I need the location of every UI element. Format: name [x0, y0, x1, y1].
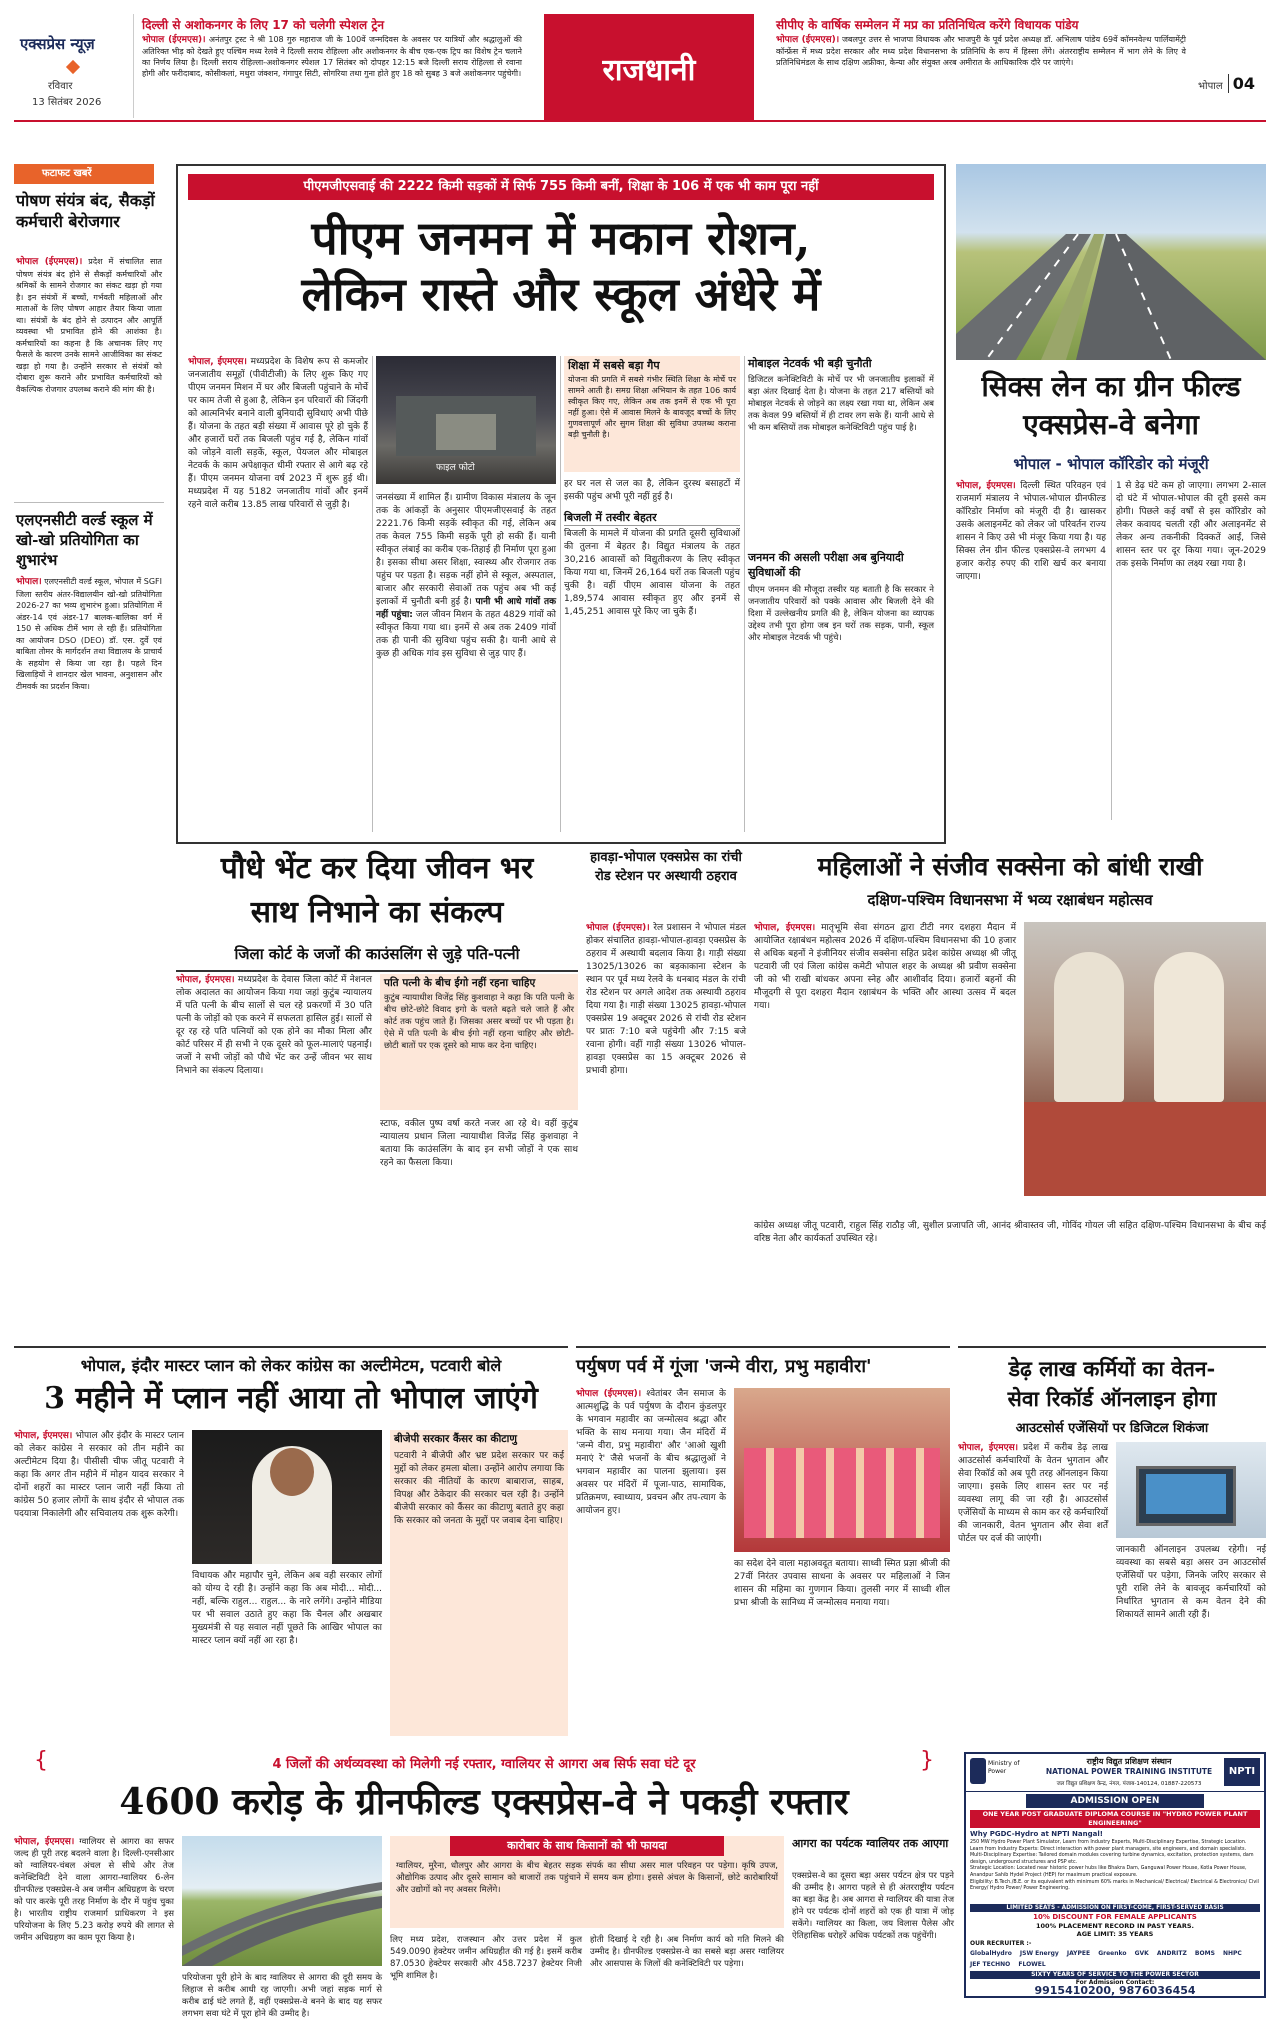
paryushan-col1-text: श्वेतांबर जैन समाज के आत्मशुद्धि के पर्व पर्युषण के दौरान कुंडलपुर के भगवान महावीर का जन्मोत्सव श्रद्धा और भक्ति के साथ मनाया गया। जैन मंदिरों में 'जन्मे वीरा, प्रभु महावीरा' और 'आओ खुशी मनाएं रे' जैसे भजनों के बीच श्रद्धालुओं ने भगवान महावीर का पालना झुलाया। इस अवसर पर मंदिरों में पूजा-पाठ, सामायिक, प्रतिक्रमण, स्वाध्याय, प्रवचन और तप-त्याग के आयोजन हुए। — [576, 1389, 726, 1516]
plant-subhead: जिला कोर्ट के जजों की काउंसलिंग से जुड़े पति-पत्नी — [176, 944, 578, 972]
top-right-headline: सीपीए के वार्षिक सम्मेलन में मप्र का प्रतिनिधित्व करेंगे विधायक पांडेय — [776, 18, 1079, 32]
fatafat-item2-headline: एलएनसीटी वर्ल्ड स्कूल में खो-खो प्रतियोगिता का शुभारंभ — [16, 511, 153, 569]
salary-story — [958, 1346, 1266, 1750]
npti-address: जल विद्युत प्रशिक्षण केन्द्र, नंगल, पंजाब-140124, 01887-220573 — [1056, 1781, 1202, 1787]
rakhi-headline: महिलाओं ने संजीव सक्सेना को बांधी राखी — [817, 852, 1203, 881]
expressway-col1-text: दिल्ली स्थित परिवहन एवं राजमार्ग मंत्रालय ने भोपाल-भोपाल ग्रीनफील्ड कॉरिडोर निर्माण को मंजूरी दी है। खासकर उसके अलाइनमेंट को लेकर जो परिवर्तन राज्य शासन ने किए उसे भी मंजूर किया गया है। यह सिक्स लेन ग्रीन फील्ड एक्सप्रेस-वे लगभग 4 हजार करोड़ रुपए की राशि खर्च कर बनाया जाएगा। — [956, 481, 1106, 582]
page-number: 04 — [1228, 74, 1255, 93]
lead-kicker-text: पीएमजीएसवाई की 2222 किमी सड़कों में सिर्फ 755 किमी बनीं, शिक्षा के 106 में एक भी काम पूरा नहीं — [303, 179, 819, 194]
banner-kicker — [14, 1748, 954, 1774]
top-right-story — [776, 16, 1196, 116]
fatafat-divider — [14, 502, 164, 503]
npti-recruiter-label: OUR RECRUITER :- — [970, 1940, 1032, 1947]
salary-col1 — [958, 1442, 1108, 1742]
banner-box-title — [450, 1836, 724, 1856]
lead-divider-2 — [560, 356, 561, 832]
rakhi-caption: कांग्रेस अध्यक्ष जीतू पटवारी, राहुल सिंह राठौड़ जी, सुशील प्रजापति जी, आनंद श्रीवास्तव जी, गोविंद गोयल जी सहित दक्षिण-पश्चिम विधानसभा के बीच कई वरिष्ठ नेता और कार्यकर्ता उपस्थित रहे। — [754, 1221, 1266, 1244]
npti-admission — [1026, 1794, 1204, 1808]
salary-subhead: आउटसोर्स एजेंसियों पर डिजिटल शिकंजा — [1015, 1421, 1209, 1436]
banner-box-title-text: कारोबार के साथ किसानों को भी फायदा — [507, 1839, 667, 1852]
npti-logo — [1224, 1758, 1260, 1786]
top-right-body — [776, 34, 1186, 116]
lead-dateline: भोपाल, ईएमएस। — [188, 357, 247, 367]
expressway-story — [956, 164, 1266, 836]
npti-recruiter-5: GVK — [1134, 1950, 1149, 1957]
rakhi-dateline: भोपाल, ईएमएस। — [754, 923, 816, 933]
congress-box-body: पटवारी ने बीजेपी और भ्रष्ट प्रदेश सरकार पर कई मुद्दों को लेकर हमला बोला। उन्होंने आरोप लगाया कि सरकार की नीतियों के कारण बाबाराज, साहब, विपक्ष और ठेकेदार की सरकार चल रही है। उन्होंने बीजेपी सरकार को कैंसर का कीटाणु बताते हुए कहा कि सरकार को जनता के मुद्दों पर जवाब देना चाहिए। — [394, 1451, 564, 1526]
npti-emblem-icon — [970, 1758, 986, 1784]
rakhi-body — [754, 922, 1016, 1212]
fatafat-item1-text: प्रदेश में संचालित सात पोषण संयंत्र बंद होने से सैकड़ों कर्मचारियों और श्रमिकों के सामने रोजगार का संकट खड़ा हो गया है। इन संयंत्रों में बच्चों, गर्भवती महिलाओं और माताओं के लिए पोषण आहार तैयार किया जाता था। संयंत्रों के बंद होने से उत्पादन और आपूर्ति व्यवस्था भी प्रभावित होने की आशंका है। कर्मचारियों का कहना है कि अचानक लिए गए फैसले के कारण उनके सामने आजीविका का संकट खड़ा हो गया है। उन्होंने सरकार से संयंत्रों को दोबारा शुरू कराने और प्रभावित कर्मचारियों को वैकल्पिक रोजगार उपलब्ध कराने की मांग की है। — [16, 257, 162, 394]
lead-box-education-title: शिक्षा में सबसे बड़ा गैप — [568, 359, 660, 372]
congress-col1-text: भोपाल और इंदौर के मास्टर प्लान को लेकर कांग्रेस ने सरकार को तीन महीने का अल्टीमेटम दिया है। पीसीसी चीफ जीतू पटवारी ने कहा कि अगर तीन महीने में मोहन यादव सरकार ने दोनों शहरों का मास्टर प्लान जारी नहीं किया तो कांग्रेस 50 हजार लोगों के साथ इंदौर से भोपाल तक पदयात्रा निकालेगी और सचिवालय तक शुरू करेगी। — [14, 1431, 184, 1519]
howrah-story — [586, 848, 746, 1344]
banner-story — [14, 1748, 954, 2019]
npti-seats: LIMITED SEATS - ADMISSION ON FIRST-COME, FIRST-SERVED BASIS — [970, 1904, 1260, 1912]
lead-col2-text: जनसंख्या में शामिल हैं। ग्रामीण विकास मंत्रालय के जून तक के आंकड़ों के अनुसार पीएमजीएसवाई के तहत 2221.76 किमी सड़कें स्वीकृत की गई, लेकिन अब तक केवल 755 किमी सड़कें पूरी हो सकी हैं। यानी स्वीकृत लंबाई का करीब एक-तिहाई ही निर्माण पूरा हुआ है। इसका सीधा असर शिक्षा, स्वास्थ्य और रोजगार तक पहुंच पर पड़ता है। सड़क नहीं होने से स्कूल, अस्पताल, बाजार और सरकारी सेवाओं तक पहुंच अब भी कई इलाकों में चुनौती बनी हुई है। — [376, 493, 556, 607]
howrah-headline: हावड़ा-भोपाल एक्सप्रेस का रांची रोड स्टेशन पर अस्थायी ठहराव — [590, 850, 742, 884]
top-left-story — [142, 16, 522, 116]
plant-dateline: भोपाल, ईएमएस। — [176, 975, 235, 985]
fatafat-item2-text: एलएनसीटी वर्ल्ड स्कूल, भोपाल में SGFI जिला स्तरीय अंतर-विद्यालयीन खो-खो प्रतियोगिता 2026-27 का भव्य शुभारंभ हुआ। प्रतियोगिता में अंडर-14 एवं अंडर-17 बालक-बालिका वर्ग में 150 से अधिक टीमें भाग ले रही हैं। प्रतियोगिता का आयोजन DSO (DEO) डॉ. एस. दुर्वे एवं बाबिता तोमर के मार्गदर्शन तथा विद्यालय के प्राचार्य के सहयोग से किया जा रहा है। पहले दिन खिलाड़ियों ने शानदार खेल भावना, अनुशासन और टीमवर्क का प्रदर्शन किया। — [16, 577, 162, 691]
paryushan-headline: पर्युषण पर्व में गूंजा 'जन्मे वीरा, प्रभु महावीरा' — [576, 1356, 872, 1377]
npti-point-5: Eligibility: B.Tech./B.E. or its equivalent with minimum 60% marks in Mechanical/ Electrical/ Electrical & Electronics/ Civil Energy/ Hydro Power/ Power Engineering. — [970, 1879, 1259, 1892]
npti-point-2: Learn from Industry Experts: Direct interaction with power plant managers, site engineers, and domain specialists. — [970, 1846, 1247, 1852]
npti-recruiter-6: ANDRITZ — [1156, 1950, 1187, 1957]
congress-col2: विधायक और महापौर चुने, लेकिन अब वही सरकार लोगों को योग्य दे रही है। उन्होंने कहा कि अब मोदी... मोदी... नहीं, बल्कि राहुल... राहुल... के नारे लगेंगे। उन्होंने मीडिया पर भी सवाल उठाते हुए कहा कि चैनल और अखबार मुख्यमंत्री से यह सवाल नहीं पूछते कि आखिर भोपाल का मास्टर प्लान क्यों नहीं आ रहा है। — [192, 1571, 382, 1646]
congress-photo-face — [270, 1448, 314, 1496]
banner-col4: होती दिखाई दे रही है। अब निर्माण कार्य को गति मिलने की उम्मीद है। ग्रीनफील्ड एक्सप्रेस-वे का सबसे बड़ा असर ग्वालियर और आसपास के जिलों की कनेक्टिविटी पर पड़ेगा। — [590, 1935, 784, 1969]
lead-col3-top: हर घर नल से जल का है, लेकिन दुरस्थ बसाहटों में इसकी पहुंच अभी पूरी नहीं हुई है। — [564, 479, 740, 502]
salary-col1-text: प्रदेश में करीब डेढ़ लाख आउटसोर्स कर्मचारियों के वेतन भुगतान और सेवा रिकॉर्ड को अब पूरी तरह ऑनलाइन किया जाएगा। इसके लिए शासन स्तर पर नई व्यवस्था लागू की जा रही है। आउटसोर्स एजेंसियों के माध्यम से काम कर रहे कर्मचारियों की जानकारी, वेतन भुगतान और सेवा शर्तें पोर्टल पर दर्ज की जाएंगी। — [958, 1443, 1108, 1544]
npti-recruiter-1: GlobalHydro — [970, 1950, 1012, 1957]
lead-story — [176, 164, 946, 844]
lead-box-electricity-body: बिजली के मामले में योजना की प्रगति दूसरी सुविधाओं की तुलना में बेहतर है। विद्युत मंत्रालय के तहत 30,216 आवासों को विद्युतीकरण के लिए स्वीकृत किया गया था, जिनमें 26,164 घरों तक बिजली पहुंच चुकी है। वहीं पीएम आवास योजना के तहत 1,89,574 आवास स्वीकृत हुए और इनमें से 1,45,251 आवास पूरे किए जा चुके हैं। — [564, 529, 740, 617]
lead-photo-caption: फाइल फोटो — [436, 463, 475, 473]
paryushan-dateline: भोपाल (ईएमएस)। — [576, 1389, 642, 1399]
masthead — [14, 14, 1266, 122]
expressway-headline-1: सिक्स लेन का ग्रीन फील्ड — [981, 370, 1241, 403]
npti-recruiter-3: JAYPEE — [1066, 1950, 1091, 1957]
lead-box-electricity-title: बिजली में तस्वीर बेहतर — [564, 510, 740, 526]
lead-divider-3 — [744, 356, 745, 832]
lead-headline-2: लेकिन रास्ते और स्कूल अंधेरे में — [301, 267, 821, 321]
npti-logo-text: NPTI — [1228, 1766, 1256, 1777]
section-title: राजधानी — [602, 53, 696, 88]
plant-headline-2: साथ निभाने का संकल्प — [250, 895, 504, 930]
banner-kicker-text: 4 जिलों की अर्थव्यवस्था को मिलेगी नई रफ्तार, ग्वालियर से आगरा अब सिर्फ सवा घंटे दूर — [272, 1757, 696, 1772]
banner-photo-road — [182, 1836, 382, 1966]
lead-kicker — [188, 174, 934, 200]
fatafat-item1-dateline: भोपाल (ईएमएस)। — [16, 257, 83, 267]
banner-box — [390, 1836, 784, 1928]
paryushan-photo — [734, 1388, 950, 1552]
expressway-photo — [956, 164, 1266, 360]
congress-dateline: भोपाल, ईएमएस। — [14, 1431, 73, 1441]
npti-ministry: Ministry of Power — [988, 1760, 1020, 1775]
banner-box-body: ग्वालियर, मुरैना, धौलपुर और आगरा के बीच बेहतर सड़क संपर्क का सीधा असर माल परिवहन पर पड़ेगा। कृषि उपज, औद्योगिक उत्पाद और दूसरे सामान को बाजारों तक पहुंचाने में समय कम होगा। इससे अंचल के किसानों, छोटे कारोबारियों और उद्योगों को नए अवसर मिलेंगे। — [396, 1861, 778, 1895]
salary-headline-2: सेवा रिकॉर्ड ऑनलाइन होगा — [1007, 1386, 1217, 1411]
npti-course: ONE YEAR POST GRADUATE DIPLOMA COURSE IN "HYDRO POWER PLANT ENGINEERING" — [970, 1810, 1260, 1828]
lead-col2 — [376, 492, 556, 832]
banner-col1-text: ग्वालियर से आगरा का सफर जल्द ही पूरी तरह बदलने वाला है। दिल्ली-एनसीआर को ग्वालियर-चंबल अंचल से सीधे और तेज कनेक्टिविटी देने वाला आगरा-ग्वालियर 6-लेन ग्रीनफील्ड एक्सप्रेस-वे अब जमीन अधिग्रहण के चरण को पार करके पूरी तरह निर्माण के दौर में पहुंच चुका है। भारतीय राष्ट्रीय राजमार्ग प्राधिकरण ने इस परियोजना के लिए 5.23 करोड़ रुपये की लागत से जमीन अधिग्रहण का काम पूरा किया है। — [14, 1837, 175, 1943]
npti-discount: 10% DISCOUNT FOR FEMALE APPLICANTS — [1033, 1913, 1197, 1921]
lead-box-education — [564, 356, 740, 472]
salary-photo-screen — [1146, 1474, 1226, 1514]
fatafat-item2-body — [16, 576, 162, 898]
lead-box-mobile-title: मोबाइल नेटवर्क भी बड़ी चुनौती — [748, 357, 872, 370]
congress-headline-top: भोपाल, इंदौर मास्टर प्लान को लेकर कांग्रेस का अल्टीमेटम, पटवारी बोले — [80, 1356, 502, 1375]
salary-headline-1: डेढ़ लाख कर्मियों का वेतन- — [1008, 1356, 1216, 1381]
npti-recruiter-4: Greenko — [1098, 1950, 1127, 1957]
plant-box-title: पति पत्नी के बीच ईगो नहीं रहना चाहिए — [384, 977, 536, 989]
paryushan-photo-women — [744, 1448, 940, 1538]
npti-phones[interactable]: 9915410200, 9876036454 — [1034, 1984, 1196, 1997]
expressway-photo-road — [956, 164, 1266, 360]
fatafat-item2-dateline: भोपाल। — [16, 577, 42, 587]
fatafat-label — [14, 164, 154, 184]
page-city: भोपाल — [1198, 81, 1223, 92]
lead-col2-text-b: जल जीवन मिशन के तहत 4829 गांवों को स्वीकृत किया गया था। इनमें से अब तक 2409 गांवों तक ही पानी की सुविधा पहुंच सकी है। यानी आधे से कुछ ही अधिक गांव इस सुविधा से जुड़ पाए हैं। — [376, 610, 556, 659]
top-left-body — [142, 34, 522, 116]
npti-ad[interactable] — [964, 1752, 1266, 1998]
banner-headline: 4600 करोड़ के ग्रीनफील्ड एक्सप्रेस-वे ने पकड़ी रफ्तार — [119, 1781, 849, 1823]
date-label: 13 सितंबर 2026 — [32, 97, 102, 108]
npti-recruiter-10: FLOWEL — [1018, 1961, 1046, 1968]
lead-divider-1 — [372, 356, 373, 832]
top-left-dateline: भोपाल (ईएमएस)। — [142, 35, 206, 45]
banner-photo — [182, 1836, 382, 1966]
plant-box-body: कुटुंब न्यायाधीश विजेंद्र सिंह कुशवाहा ने कहा कि पति पत्नी के बीच छोटे-छोटे विवाद इगो के चलते बढ़ते चले जाते हैं और कोर्ट तक पहुंच जाते हैं। जिसका असर बच्चों पर भी पड़ता है। ऐसे में पति पत्नी के बीच ईगो नहीं रहना चाहिए और छोटी-छोटी बातों पर एक दूसरे को माफ कर देना चाहिए। — [384, 993, 574, 1051]
brand-ornament-icon — [66, 60, 80, 74]
npti-ad-header — [966, 1754, 1264, 1792]
expressway-col1 — [956, 480, 1106, 836]
npti-org-en: NATIONAL POWER TRAINING INSTITUTE — [1045, 1767, 1213, 1776]
npti-why: Why PGDC-Hydro at NPTI Nangal! — [970, 1830, 1103, 1838]
banner-col3: लिए मध्य प्रदेश, राजस्थान और उत्तर प्रदेश में कुल 549.0090 हेक्टेयर जमीन अधिग्रहीत की गई है। इसमें करीब 87.0530 हेक्टेयर सरकारी और 458.7237 हेक्टेयर निजी भूमि शामिल है। — [390, 1935, 582, 1981]
banner-col1 — [14, 1836, 174, 1996]
page-locator — [1198, 74, 1266, 100]
expressway-col2: 1 से डेढ़ घंटे कम हो जाएगा। लगभग 2-साल दो घंटे में भोपाल-भोपाल की दूरी इससे कम होगी। पिछले कई वर्षों से इस कॉरिडोर को लेकर कवायद चलती रही और अलाइनमेंट से लेकर अन्य तकनीकी दिक्कतें आईं, जिसे शासन स्तर पर दूर किया गया। जून-2029 तक इसके निर्माण का लक्ष्य रखा गया है। — [1116, 481, 1266, 569]
npti-contact-label: For Admission Contact: — [1075, 1979, 1155, 1986]
congress-col1 — [14, 1430, 184, 1750]
rakhi-photo — [1024, 922, 1266, 1196]
expressway-divider — [1111, 480, 1112, 820]
npti-recruiter-2: JSW Energy — [1019, 1950, 1059, 1957]
salary-photo — [1116, 1442, 1266, 1538]
plant-col1 — [176, 974, 372, 1344]
fatafat-label-text: फटाफट खबरें — [42, 168, 92, 179]
lead-photo-wall — [436, 414, 496, 450]
npti-age: AGE LIMIT: 35 YEARS — [1076, 1930, 1154, 1938]
paryushan-col1 — [576, 1388, 726, 1748]
lead-col1-text: मध्यप्रदेश के विशेष रूप से कमजोर जनजातीय समूहों (पीवीटीजी) के लिए शुरू किए गए पीएम जनमन मिशन में घर और बिजली पहुंचाने के मोर्चे पर काम तेजी से हुआ है, लेकिन इन परिवारों की जिंदगी को आत्मनिर्भर बनाने वाली बुनियादी सुविधाएं अभी पीछे हैं। योजना के तहत बड़ी संख्या में आवास पूरे हो चुके हैं और हजारों घरों तक बिजली पहुंच गई है, लेकिन गांवों को जोड़ने वाली सड़कें, स्कूल, पेयजल और मोबाइल नेटवर्क के काम अपेक्षाकृत धीमी रफ्तार से आगे बढ़ रहे हैं। पीएम जनमन योजना वर्ष 2023 में शुरू हुई थी। मध्यप्रदेश में यह 5182 जनजातीय गांवों और इनमें रहने वाले करीब 13.85 लाख परिवारों से जुड़ी है। — [188, 357, 368, 510]
expressway-subhead: भोपाल - भोपाल कॉरिडोर को मंजूरी — [1013, 455, 1209, 473]
npti-org-hi: राष्ट्रीय विद्युत प्रशिक्षण संस्थान — [1086, 1757, 1172, 1766]
npti-point-4: Strategic Location: Located near historic power hubs like Bhakra Dam, Ganguwal Power House, Kotla Power House, Anandpur Sahib Hydel Project (HEP) for maximum practical exposure. — [970, 1866, 1247, 1878]
plant-col2: स्टाफ, वकील पुष्प वर्षा करते नजर आ रहे थे। वहीं कुटुंब न्यायालय प्रधान जिला न्यायाधीश विजेंद्र सिंह कुशवाहा ने बताया कि काउंसलिंग के बाद इन सभी जोड़ों ने एक साथ रहने का फैसला किया। — [380, 1119, 578, 1168]
congress-headline-main: 3 महीने में प्लान नहीं आया तो भोपाल जाएंगे — [44, 1381, 538, 1416]
top-left-headline: दिल्ली से अशोकनगर के लिए 17 को चलेगी स्पेशल ट्रेन — [142, 18, 385, 32]
banner-dateline: भोपाल, ईएमएस। — [14, 1837, 75, 1847]
howrah-text: रेल प्रशासन ने भोपाल मंडल होकर संचालित हावड़ा-भोपाल-हावड़ा एक्सप्रेस के ठहराव में अस्थायी बदलाव किया है। गाड़ी संख्या 13025/13026 का बड़काकाना स्टेशन के स्थान पर पूर्व मध्य रेलवे के धनबाद मंडल के रांची रोड स्टेशन पर अगले आदेश तक अस्थायी ठहराव दिया गया है। गाड़ी संख्या 13025 हावड़ा-भोपाल एक्सप्रेस 19 अक्टूबर 2026 से रांची रोड स्टेशन पर प्रातः 7:10 बजे पहुंचेगी और 7:15 बजे रवाना होगी। वहीं गाड़ी संख्या 13026 भोपाल-हावड़ा एक्सप्रेस का 15 अक्टूबर 2026 से प्रभावी होगा। — [586, 923, 746, 1076]
npti-motto: SIXTY YEARS OF SERVICE TO THE POWER SECTOR — [970, 1971, 1260, 1979]
npti-recruiter-7: BOMS — [1194, 1950, 1215, 1957]
top-right-text: जबलपुर उत्तर से भाजपा विधायक और भाजपुरी के पूर्व प्रदेश अध्यक्ष डॉ. अभिलाष पांडेय 69वें कॉमनवेल्थ पार्लियामेंट्री कॉन्फ्रेंस में मध्य प्रदेश सरकार और मध्य प्रदेश विधानसभा के प्रतिनिधि के रूप में हिस्सा लेंगे। अंतरराष्ट्रीय सम्मेलन में भाग लेने के लिए वे प्रतिनिधिमंडल के साथ दक्षिण अफ्रीका, केन्या और संयुक्त अरब अमीरात के आधिकारिक दौरे पर जाएंगे। — [776, 35, 1186, 67]
rakhi-story — [754, 848, 1266, 1344]
npti-point-1: 250 MW Hydro Power Plant Simulator, Learn from Industry Experts, Multi-Disciplinary Expertise, Strategic Location. — [970, 1840, 1247, 1845]
rakhi-subhead: दक्षिण-पश्चिम विधानसभा में भव्य रक्षाबंधन महोत्सव — [867, 891, 1153, 909]
npti-placement: 100% PLACEMENT RECORD IN PAST YEARS. — [1036, 1922, 1194, 1930]
plant-story — [176, 848, 578, 1344]
rakhi-photo-crowd — [1024, 1102, 1266, 1196]
plant-headline-1: पौधे भेंट कर दिया जीवन भर — [220, 851, 534, 886]
plant-box — [380, 974, 578, 1110]
lead-col1 — [188, 356, 368, 832]
fatafat-item1-headline: पोषण संयंत्र बंद, सैकड़ों कर्मचारी बेरोजगार — [16, 191, 155, 231]
howrah-body — [586, 922, 746, 1342]
lead-photo — [376, 356, 556, 484]
lead-box-janman-body: पीएम जनमन की मौजूदा तस्वीर यह बताती है कि सरकार ने जनजातीय परिवारों को पक्के आवास और बिजली देने की दिशा में उल्लेखनीय प्रगति की है, लेकिन योजना का व्यापक उद्देश्य तभी पूरा होगा जब इन घरों तक सड़क, पानी, स्कूल और मोबाइल नेटवर्क भी पहुंचे। — [748, 585, 934, 643]
expressway-headline-2: एक्सप्रेस-वे बनेगा — [1023, 408, 1199, 441]
banner-bracket-right: } — [920, 1748, 934, 1773]
lead-box-janman-title: जनमन की असली परीक्षा अब बुनियादी सुविधाओं की — [748, 551, 904, 579]
banner-bracket-left: { — [34, 1748, 48, 1773]
npti-admission-text: ADMISSION OPEN — [1070, 1796, 1160, 1806]
rakhi-photo-person2 — [1154, 952, 1224, 1102]
brand-block — [14, 14, 134, 118]
top-left-text: अनंतपुर ट्रस्ट ने श्री 108 गुरु महाराज जी के 100वें जन्मदिवस के अवसर पर यात्रियों और श्रद्धालुओं की अतिरिक्त भीड़ को देखते हुए पश्चिम मध्य रेलवे ने दिल्ली सराय रोहिल्ला और अशोकनगर के बीच एक-एक ट्रिप का विशेष ट्रेन चलाने का निर्णय लिया है। दिल्ली सराय रोहिल्ला-अशोकनगर स्पेशल 17 सितंबर को दोपहर 12:15 बजे दिल्ली सराय रोहिल्ला से रवाना होगी और फरीदाबाद, कोसीकलां, मथुरा जंक्शन, गंगापुर सिटी, सोगरिया तथा गुना होते हुए 18 को सुबह 3 बजे अशोकनगर पहुंचेगी। — [142, 35, 522, 78]
banner-tourism-title: आगरा का पर्यटक ग्वालियर तक आएगा — [792, 1837, 949, 1850]
paryushan-col2: का सदेश देने वाला महाअवदूत बताया। साध्वी स्मित प्रज्ञा श्रीजी की 27वीं निरंतर उपवास साधना के अवसर पर महिलाओं ने जिन शासन की महिमा का गुणगान किया। तुलसी नगर में साध्वी शील प्रभा श्रीजी के सानिध्य में जन्मोत्सव मनाया गया। — [734, 1559, 950, 1608]
paryushan-story — [576, 1346, 950, 1750]
congress-box-title: बीजेपी सरकार कैंसर का कीटाणु — [394, 1433, 517, 1445]
top-right-dateline: भोपाल (ईएमएस)। — [776, 35, 840, 45]
section-title-box — [544, 14, 754, 120]
banner-col2: परियोजना पूरी होने के बाद ग्वालियर से आगरा की दूरी समय के लिहाज से करीब आधी रह जाएगी। अभी जहां सड़क मार्ग से करीब ढाई घंटे लगते हैं, वहीं एक्सप्रेस-वे बनने के बाद यह सफर लगभग सवा घंटे में पूरा होने की उम्मीद है। — [182, 1973, 382, 2019]
npti-recruiters — [970, 1948, 1260, 1970]
npti-point-3: Multi-Disciplinary Expertise: Tailored domain modules covering turbine dynamics, excitation, protection systems, dam design, underground structures and PSP etc. — [970, 1853, 1254, 1865]
salary-dateline: भोपाल, ईएमएस। — [958, 1443, 1019, 1453]
lead-box-education-body: योजना की प्रगति में सबसे गंभीर स्थिति शिक्षा के मोर्चे पर सामने आती है। समग्र शिक्षा अभियान के तहत 106 कार्य स्वीकृत किए गए, लेकिन अब तक इनमें से एक भी पूरा नहीं हुआ। ऐसे में आवास मिलने के बावजूद बच्चों के लिए गुणवत्तापूर्ण और सुगम शिक्षा की सुविधा उपलब्ध कराना बड़ी चुनौती है। — [568, 375, 736, 439]
salary-col2: जानकारी ऑनलाइन उपलब्ध रहेगी। नई व्यवस्था का सबसे बड़ा असर उन आउटसोर्स एजेंसियों पर पड़ेगा, जिनके जरिए सरकार से पूरी राशि लेने के बावजूद कर्मचारियों को निर्धारित भुगतान से कम वेतन देने की शिकायतें सामने आती रही हैं। — [1116, 1545, 1266, 1620]
lead-box-mobile-body: डिजिटल कनेक्टिविटी के मोर्चे पर भी जनजातीय इलाकों में बड़ा अंतर दिखाई देता है। योजना के तहत 217 बस्तियों को मोबाइल नेटवर्क से जोड़ने का लक्ष्य रखा गया था, लेकिन अब तक केवल 99 बस्तियों में ही टावर लग सके हैं। यानी आधे से भी कम बस्तियों तक मोबाइल कनेक्टिविटी पहुंच पाई है। — [748, 375, 934, 433]
npti-recruiter-9: JEF TECHNO — [970, 1961, 1011, 1968]
plant-col1-text: मध्यप्रदेश के देवास जिला कोर्ट में नेशनल लोक अदालत का आयोजन किया गया जहां कुटुंब न्यायालय में पति पत्नी के बीच सालों से चल रहे प्रकरणों में 30 पति पत्नी के जोड़ों को एक करने में सफलता हासिल हुई। सालों से दूर रह रहे पति पत्नियों को एक होने का मौका मिला और कोर्ट परिसर में ही सभी ने एक दूसरे को फूल-मालाएं पहनाईं। जजों ने सभी जोड़ों को पौधे भेंट कर उन्हें जीवन भर साथ निभाने का संकल्प दिलाया। — [176, 975, 372, 1076]
banner-tourism-body: एक्सप्रेस-वे का दूसरा बड़ा असर पर्यटन क्षेत्र पर पड़ने की उम्मीद है। आगरा पहले से ही अंतरराष्ट्रीय पर्यटन का बड़ा केंद्र है। अब आगरा से ग्वालियर की यात्रा तेज होने पर पर्यटक दोनों शहरों को एक ही यात्रा में जोड़ सकेंगे। ग्वालियर का किला, जय विलास पैलेस और ऐतिहासिक धरोहरें अधिक पर्यटकों तक पहुंचेंगी। — [792, 1871, 954, 1941]
brand-name: एक्सप्रेस न्यूज़ — [20, 35, 95, 53]
npti-recruiter-8: NHPC — [1222, 1950, 1242, 1957]
congress-photo — [192, 1430, 382, 1564]
lead-headline-1: पीएम जनमन में मकान रोशन, — [311, 211, 811, 265]
expressway-dateline: भोपाल, ईएमएस। — [956, 481, 1016, 491]
npti-points — [970, 1840, 1260, 1902]
lead-col2-subhead: पानी भी आधे गांवों तक नहीं पहुंचा: — [376, 597, 557, 620]
congress-story — [14, 1346, 568, 1750]
rakhi-text: मातृभूमि सेवा संगठन द्वारा टीटी नगर दशहरा मैदान में आयोजित रक्षाबंधन महोत्सव 2026 में दक्षिण-पश्चिम विधानसभा की 10 हजार से अधिक बहनों ने इंजीनियर संजीव सक्सेना सहित प्रदेश कांग्रेस अध्यक्ष श्री जीतू पटवारी जी एवं जिला कांग्रेस कमेटी भोपाल शहर के अध्यक्ष श्री प्रवीण सक्सेना जी को भी राखी बांधकर अपना स्नेह और आशीर्वाद दिया। हजारों बहनों की मौजूदगी से पूरा दशहरा मैदान रक्षाबंधन के भक्ति और आस्था उत्सव में बदल गया। — [754, 923, 1016, 1011]
fatafat-item1-body — [16, 256, 162, 496]
fatafat-column — [14, 164, 166, 732]
rakhi-photo-person1 — [1054, 952, 1124, 1102]
howrah-dateline: भोपाल (ईएमएस)। — [586, 923, 650, 933]
day-label: रविवार — [48, 81, 73, 92]
congress-box — [390, 1430, 568, 1736]
